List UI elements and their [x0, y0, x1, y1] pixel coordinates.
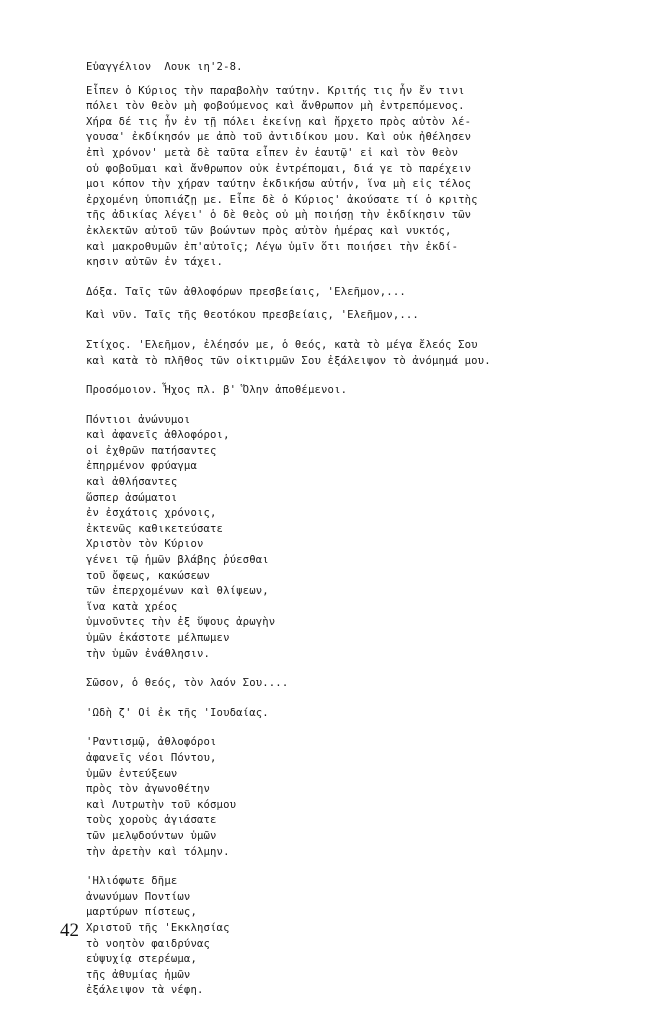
hymn-line: τοῦ ὄφεως, κακώσεων	[86, 569, 211, 582]
gospel-line: κησιν αὐτῶν ἐν τάχει.	[86, 256, 224, 269]
hymn-line: ὑμῶν ἐντεύξεων	[86, 767, 178, 780]
stichos-line: καὶ κατὰ τὸ πλῆθος τῶν οἰκτιρμῶν Σου ἐξάλειψον τὸ ἀνόμημά μου.	[86, 354, 491, 367]
hymn-line: καὶ ἀφανεῖς ἀθλοφόροι,	[86, 429, 230, 442]
hymn-line: Χριστοῦ τῆς 'Εκκλησίας	[86, 921, 230, 934]
hymn-line: ὑμνοῦντες τὴν ἐξ ὕψους ἀρωγὴν	[86, 616, 276, 629]
hymn-line: ἐξάλειψον τὰ νέφη.	[86, 984, 204, 997]
main-text	[86, 60, 646, 999]
hymn-stanza-2	[86, 735, 646, 860]
hymn-line: τῆς ἀθυμίας ἡμῶν	[86, 968, 191, 981]
hymn-line: ἐν ἐσχάτοις χρόνοις,	[86, 507, 217, 520]
gospel-line: ἐκλεκτῶν αὐτοῦ τῶν βοώντων πρὸς αὐτὸν ἡμέρας καὶ νυκτός,	[86, 224, 452, 237]
hymn-line: τῶν ἐπερχομένων καὶ θλίψεων,	[86, 585, 269, 598]
hymn-line: 'Ραντισμῷ, ἀθλοφόροι	[86, 736, 217, 749]
doxa-line: Δόξα. Ταῖς τῶν ἀθλοφόρων πρεσβείαις, 'Ελεῆμον,...	[86, 285, 406, 298]
gospel-line: τῆς ἀδικίας λέγει' ὁ δὲ θεὸς οὐ μὴ ποιήσῃ τὴν ἐκδίκησιν τῶν	[86, 209, 472, 222]
hymn-line: Πόντιοι ἀνώνυμοι	[86, 413, 191, 426]
gospel-line: οὐ φοβοῦμαι καὶ ἄνθρωπον οὐκ ἐντρέπομαι, διά γε τὸ παρέχειν	[86, 162, 472, 175]
hymn-line: ὑμῶν ἑκάστοτε μέλπωμεν	[86, 632, 230, 644]
hymn-line: ἀφανεῖς νέοι Πόντου,	[86, 751, 217, 764]
hymn-stanza-3	[86, 874, 646, 999]
gospel-line: μοι κόπον τὴν χήραν ταύτην ἐκδικήσω αὐτήν, ἵνα μὴ εἰς τέλος	[86, 178, 472, 191]
gospel-line: γουσα' ἐκδίκησόν με ἀπὸ τοῦ ἀντιδίκου μου. Καὶ οὐκ ἠθέλησεν	[86, 131, 472, 144]
gospel-line: πόλει τὸν θεὸν μὴ φοβούμενος καὶ ἄνθρωπον μὴ ἐντρεπόμενος.	[86, 100, 465, 113]
gospel-heading: Εὐαγγέλιον Λουκ ιη'2-8.	[86, 61, 243, 73]
gospel-line: καὶ μακροθυμῶν ἐπ'αὐτοῖς; Λέγω ὑμῖν ὅτι ποιήσει τὴν ἐκδί-	[86, 240, 459, 253]
gospel-line: ἐπὶ χρόνον' μετὰ δὲ ταῦτα εἶπεν ἐν ἑαυτῷ' εἰ καὶ τὸν θεὸν	[86, 146, 459, 159]
hymn-line: ἐπηρμένον φρύαγμα	[86, 460, 197, 473]
gospel-line: Εἶπεν ὁ Κύριος τὴν παραβολὴν ταύτην. Κριτής τις ἦν ἔν τινι	[86, 84, 465, 97]
hymn-line: τὸ νοητὸν φαιδρύνας	[86, 937, 211, 950]
hymn-line: μαρτύρων πίστεως,	[86, 906, 197, 919]
hymn-line: καὶ Λυτρωτὴν τοῦ κόσμου	[86, 798, 237, 811]
hymn-line: τὴν ἀρετὴν καὶ τόλμην.	[86, 845, 230, 858]
gospel-line: ἐρχομένη ὑποπιάζῃ με. Εἶπε δὲ ὁ Κύριος' ἀκούσατε τί ὁ κριτὴς	[86, 193, 478, 206]
prosomoion-heading: Προσόμοιον. Ἦχος πλ. β' Ὅλην ἀποθέμενοι.	[86, 384, 348, 397]
page-number: 42	[60, 920, 79, 941]
hymn-line: πρὸς τὸν ἀγωνοθέτην	[86, 783, 211, 796]
hymn-line: Χριστὸν τὸν Κύριον	[86, 538, 204, 551]
hymn-line: ἀνωνύμων Ποντίων	[86, 890, 191, 903]
hymn-line: ὥσπερ ἀσώματοι	[86, 491, 178, 504]
hymn-line: τοὺς χοροὺς ἁγιάσατε	[86, 814, 217, 827]
hymn-line: 'Ηλιόφωτε δῆμε	[86, 875, 178, 888]
hymn-line: τῶν μελῳδούντων ὑμῶν	[86, 829, 217, 842]
stichos-line: Στίχος. 'Ελεῆμον, ἐλέησόν με, ὁ θεός, κατὰ τὸ μέγα ἔλεός Σου	[86, 338, 478, 351]
hymn-line: καὶ ἀθλήσαντες	[86, 476, 178, 489]
gospel-line: Χήρα δέ τις ἦν ἐν τῇ πόλει ἐκείνῃ καὶ ἤρχετο πρὸς αὐτὸν λέ-	[86, 115, 472, 128]
kai-nyn-line: Καὶ νῦν. Ταῖς τῆς θεοτόκου πρεσβείαις, 'Ελεῆμον,...	[86, 309, 419, 322]
stichos-verse	[86, 338, 646, 369]
hymn-line: εὐψυχίᾳ στερέωμα,	[86, 953, 197, 966]
hymn-line: ἐκτενῶς καθικετεύσατε	[86, 522, 224, 535]
hymn-line: γένει τῷ ἡμῶν βλάβης ῥύεσθαι	[86, 554, 269, 567]
soson-line: Σῶσον, ὁ θεός, τὸν λαόν Σου....	[86, 677, 289, 690]
hymn-line: τὴν ὑμῶν ἐνάθλησιν.	[86, 647, 211, 660]
hymn-stanza-1	[86, 413, 646, 663]
ode-heading: 'Ωδὴ ζ' Οἱ ἐκ τῆς 'Ιουδαίας.	[86, 706, 269, 719]
hymn-line: ἵνα κατὰ χρέος	[86, 600, 178, 613]
hymn-line: οἱ ἐχθρῶν πατήσαντες	[86, 444, 217, 457]
gospel-passage	[86, 84, 646, 271]
